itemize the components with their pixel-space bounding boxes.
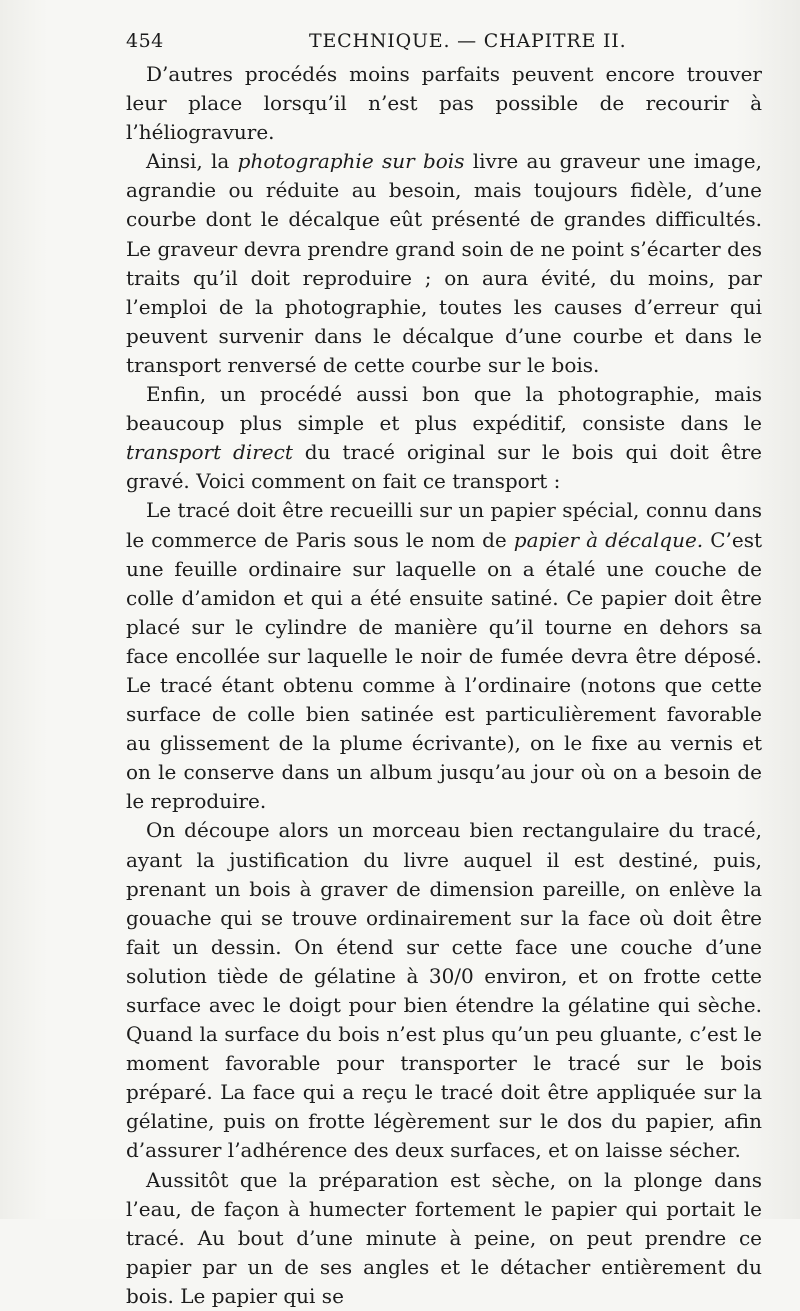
italic-term-transport-direct: transport direct [126,440,293,465]
paragraph-2-text-start: Ainsi, la [146,149,238,174]
paragraph-3-text-start: Enfin, un procédé aussi bon que la photographie, mais beaucoup plus simple et plus expéditif, consiste dans le [126,382,762,436]
paragraph-1 [126,60,762,147]
paragraph-3 [126,380,762,496]
italic-term-papier-a-decalque: papier à décalque. [513,527,704,552]
paragraph-5-text: On découpe alors un morceau bien rectangulaire du tracé, ayant la justification du livre auquel il est destiné, puis, prenant un bois à graver de dimension pareille, on enlève la gouache qui se trouve ordinairement sur la face où doit être fait un dessin. On étend sur cette face une couche d’une solution tiède de gélatine à 30/0 environ, et on frotte cette surface avec le doigt pour bien étendre la gélatine qui sèche. Quand la surface du bois n’est plus qu’un peu gluante, c’est le moment favorable pour transporter le tracé sur le bois préparé. La face qui a reçu le tracé doit être appliquée sur la gélatine, puis on frotte légèrement sur le dos du papier, afin d’assurer l’adhérence des deux surfaces, et on laisse sécher. [126,818,762,1163]
paragraph-4-text-end: C’est une feuille ordinaire sur laquelle on a étalé une couche de colle d’amidon et qui a été ensuite satiné. Ce papier doit être placé sur le cylindre de manière qu’il tourne en dehors sa face encollée sur laquelle le noir de fumée devra être déposé. Le tracé étant obtenu comme à l’ordinaire (notons que cette surface de colle bien satinée est particulièrement favorable au glissement de la plume écrivante), on le fixe au vernis et on le conserve dans un album jusqu’au jour où on a besoin de le reproduire. [126,527,763,814]
paragraph-2 [126,147,762,380]
running-head [126,26,762,60]
paragraph-6 [126,1166,762,1311]
body-text [126,60,762,1311]
running-title: TECHNIQUE. — CHAPITRE II. [309,30,627,52]
paragraph-6-text: Aussitôt que la préparation est sèche, on la plonge dans l’eau, de façon à humecter fortement le papier qui portait le tracé. Au bout d’une minute à peine, on peut prendre ce papier par un de ses angles et le détacher entièrement du bois. Le papier qui se [126,1167,762,1308]
paragraph-1-text: D’autres procédés moins parfaits peuvent encore trouver leur place lorsqu’il n’est pas possible de recourir à l’héliogravure. [126,62,762,145]
page-number: 454 [126,30,164,52]
paragraph-4 [126,496,762,816]
paragraph-2-text-end: livre au graveur une image, agrandie ou réduite au besoin, mais toujours fidèle, d’une courbe dont le décalque eût présenté de grandes difficultés. Le graveur devra prendre grand soin de ne point s’écarter des traits qu’il doit reproduire ; on aura évité, du moins, par l’emploi de la photographie, toutes les causes d’erreur qui peuvent survenir dans le décalque d’une courbe et dans le transport renversé de cette courbe sur le bois. [126,149,762,377]
paragraph-4-text-start: Le tracé doit être recueilli sur un papier spécial, connu dans le commerce de Paris sous le nom de [126,498,762,552]
italic-term-photographie-sur-bois: photographie sur bois [237,149,465,174]
paragraph-5 [126,816,762,1165]
paragraph-3-text-end: du tracé original sur le bois qui doit être gravé. Voici comment on fait ce transport : [126,440,762,494]
